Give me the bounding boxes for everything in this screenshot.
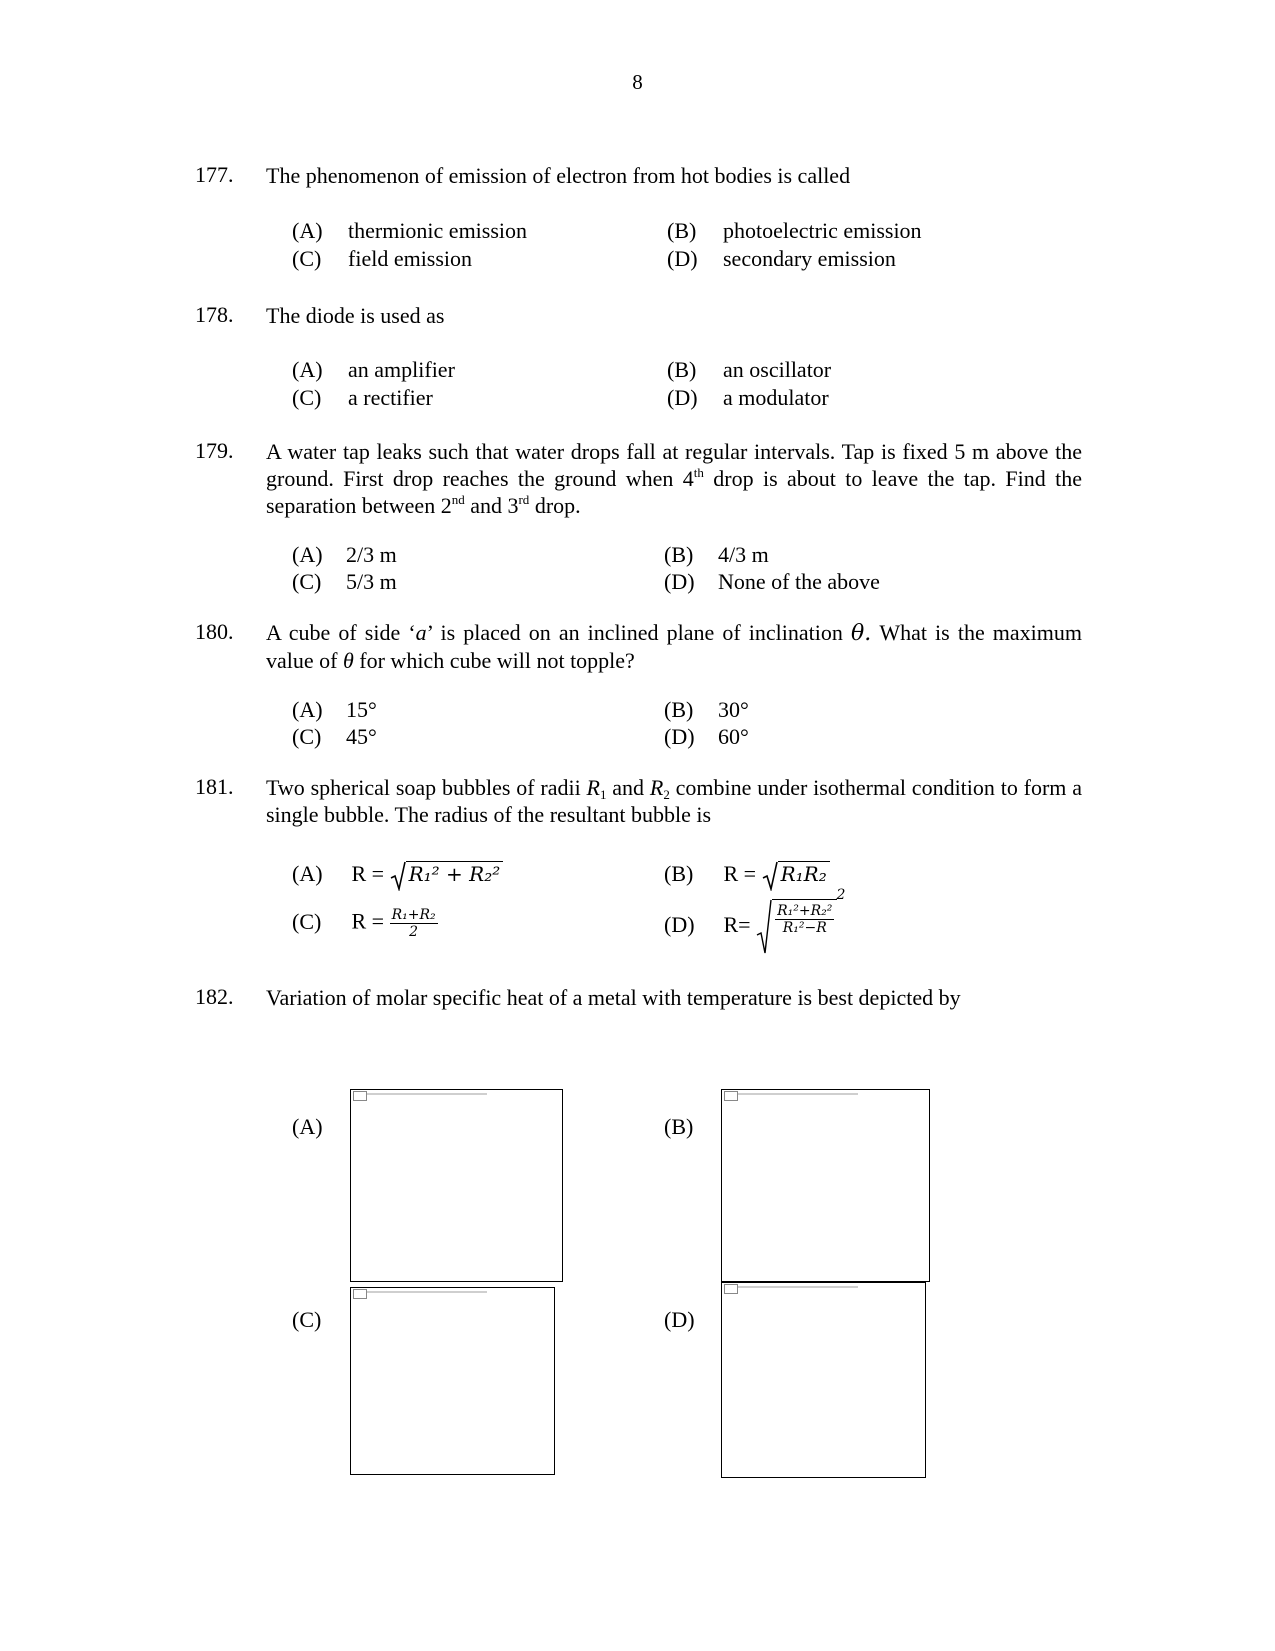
numerator: R₁+R₂: [391, 907, 436, 923]
variable-r: R: [649, 775, 664, 800]
radical-icon: [390, 861, 406, 891]
formula-prefix: R=: [723, 912, 751, 938]
superscript: nd: [451, 492, 465, 507]
option-label: (C): [292, 1307, 322, 1332]
option-label: (A): [292, 1114, 323, 1139]
option-label: (D): [664, 912, 695, 938]
radicand: R₁² + R₂²: [406, 861, 504, 891]
text-part: and 3: [464, 493, 519, 518]
option-label: (B): [667, 218, 697, 243]
option-text: 45°: [346, 724, 377, 749]
text-part: for which cube will not topple?: [353, 648, 635, 673]
option-label: (A): [292, 697, 323, 722]
option-label: (C): [292, 385, 322, 410]
text-part: drop is about to leave the tap. Find the separation between 2: [266, 466, 1082, 518]
option-text: None of the above: [718, 569, 880, 594]
option-a[interactable]: [292, 697, 377, 723]
question-text: The diode is used as: [266, 303, 445, 328]
caption-line: [738, 1093, 858, 1095]
text-part: ’ is placed on an inclined plane of inclination: [426, 620, 851, 645]
option-d[interactable]: [664, 569, 880, 595]
option-c[interactable]: [292, 907, 438, 940]
broken-image-icon: [724, 1284, 738, 1294]
square-root: [762, 861, 830, 891]
option-text: an oscillator: [723, 357, 832, 382]
graph-image-placeholder: [721, 1089, 930, 1282]
variable-theta: θ: [342, 648, 354, 673]
question-text: [266, 438, 1082, 519]
broken-image-icon: [724, 1091, 738, 1101]
option-label: (A): [292, 357, 323, 382]
option-c[interactable]: [292, 569, 397, 595]
broken-image-icon: [353, 1091, 367, 1101]
square-root: [390, 861, 504, 891]
variable-r: R: [586, 775, 600, 800]
formula-prefix: R =: [351, 861, 385, 887]
option-label: (B): [664, 1114, 694, 1139]
option-label: (A): [292, 542, 323, 567]
option-label: (B): [664, 542, 694, 567]
option-label: (A): [292, 861, 323, 887]
question-text: [266, 774, 1082, 828]
square-root: [756, 887, 846, 955]
option-text: 5/3 m: [346, 569, 397, 594]
option-b[interactable]: [664, 697, 749, 723]
option-label: (D): [667, 385, 698, 410]
option-a[interactable]: [292, 218, 527, 244]
denominator: R₁²−R: [782, 920, 827, 936]
option-label: (C): [292, 569, 322, 594]
caption-line: [367, 1291, 487, 1293]
option-c[interactable]: [292, 385, 433, 411]
option-label: (D): [664, 724, 695, 749]
option-text: 15°: [346, 697, 377, 722]
text-part: A water tap leaks such that water drops fall at regular intervals. Tap is fixed 5 m above the ground. First drop reaches the ground when 4: [266, 439, 1082, 491]
text-part: drop.: [529, 493, 581, 518]
question-number: 177.: [195, 162, 234, 187]
option-label: (B): [664, 697, 694, 722]
question-number: 178.: [195, 302, 234, 327]
option-label: (A): [292, 218, 323, 243]
option-d[interactable]: [664, 724, 749, 750]
option-b[interactable]: [664, 542, 769, 568]
option-c[interactable]: [292, 246, 472, 272]
question-text: [266, 619, 1082, 674]
option-text: field emission: [348, 246, 473, 271]
formula-prefix: R =: [723, 861, 757, 887]
denominator: 2: [409, 924, 419, 940]
option-text: 30°: [718, 697, 749, 722]
radical-icon: [762, 861, 778, 891]
superscript: th: [693, 465, 704, 480]
caption-line: [367, 1093, 487, 1095]
option-d[interactable]: [667, 385, 829, 411]
option-label: (B): [664, 861, 694, 887]
option-text: secondary emission: [723, 246, 896, 271]
option-label: (D): [664, 569, 695, 594]
broken-image-icon: [353, 1289, 367, 1299]
text-part: combine under isothermal condition to form a single bubble. The radius of the resultant bubble is: [266, 775, 1082, 827]
question-text: Variation of molar specific heat of a metal with temperature is best depicted by: [266, 985, 961, 1010]
option-label: (D): [664, 1307, 695, 1332]
fraction: [390, 907, 438, 940]
question-number: 180.: [195, 619, 234, 644]
question-number: 182.: [195, 984, 234, 1009]
option-text: thermionic emission: [348, 218, 528, 243]
question-number: 181.: [195, 774, 234, 799]
option-d[interactable]: [667, 246, 896, 272]
option-text: a rectifier: [348, 385, 433, 410]
numerator: R₁²+R₂²: [777, 903, 833, 919]
option-label: (C): [292, 908, 322, 934]
option-b[interactable]: [667, 218, 922, 244]
option-label: (D): [667, 246, 698, 271]
option-label: (C): [292, 246, 322, 271]
option-b[interactable]: [667, 357, 831, 383]
option-text: photoelectric emission: [723, 218, 922, 243]
variable-a: a: [415, 620, 427, 645]
option-text: 4/3 m: [718, 542, 769, 567]
graph-image-placeholder: [350, 1287, 555, 1475]
option-a[interactable]: [292, 542, 397, 568]
question-text: The phenomenon of emission of electron from hot bodies is called: [266, 163, 851, 188]
option-d[interactable]: [664, 887, 846, 955]
text-part: A cube of side ‘: [266, 620, 416, 645]
text-part: What is the maximum value of: [266, 620, 1083, 673]
option-text: 60°: [718, 724, 749, 749]
graph-image-placeholder: [721, 1282, 926, 1478]
subscript: 1: [599, 787, 607, 802]
option-b[interactable]: [664, 861, 830, 891]
option-a[interactable]: [292, 861, 503, 891]
formula-prefix: R =: [351, 908, 385, 934]
text-part: and: [606, 775, 650, 800]
option-c[interactable]: [292, 724, 377, 750]
variable-theta: θ.: [850, 621, 872, 646]
subscript: 2: [663, 787, 670, 802]
option-text: an amplifier: [348, 357, 455, 382]
caption-line: [738, 1286, 858, 1288]
superscript: rd: [518, 492, 530, 507]
text-part: Two spherical soap bubbles of radii: [266, 775, 587, 800]
option-label: (C): [292, 724, 322, 749]
option-text: a modulator: [723, 385, 829, 410]
graph-image-placeholder: [350, 1089, 563, 1282]
radical-icon: [756, 899, 772, 955]
page-number: 8: [632, 70, 643, 94]
option-a[interactable]: [292, 357, 455, 383]
fraction: [775, 903, 834, 936]
question-number: 179.: [195, 438, 234, 463]
option-label: (B): [667, 357, 697, 382]
option-text: 2/3 m: [346, 542, 397, 567]
exponent: 2: [836, 887, 846, 903]
radicand: R₁R₂: [778, 861, 830, 891]
